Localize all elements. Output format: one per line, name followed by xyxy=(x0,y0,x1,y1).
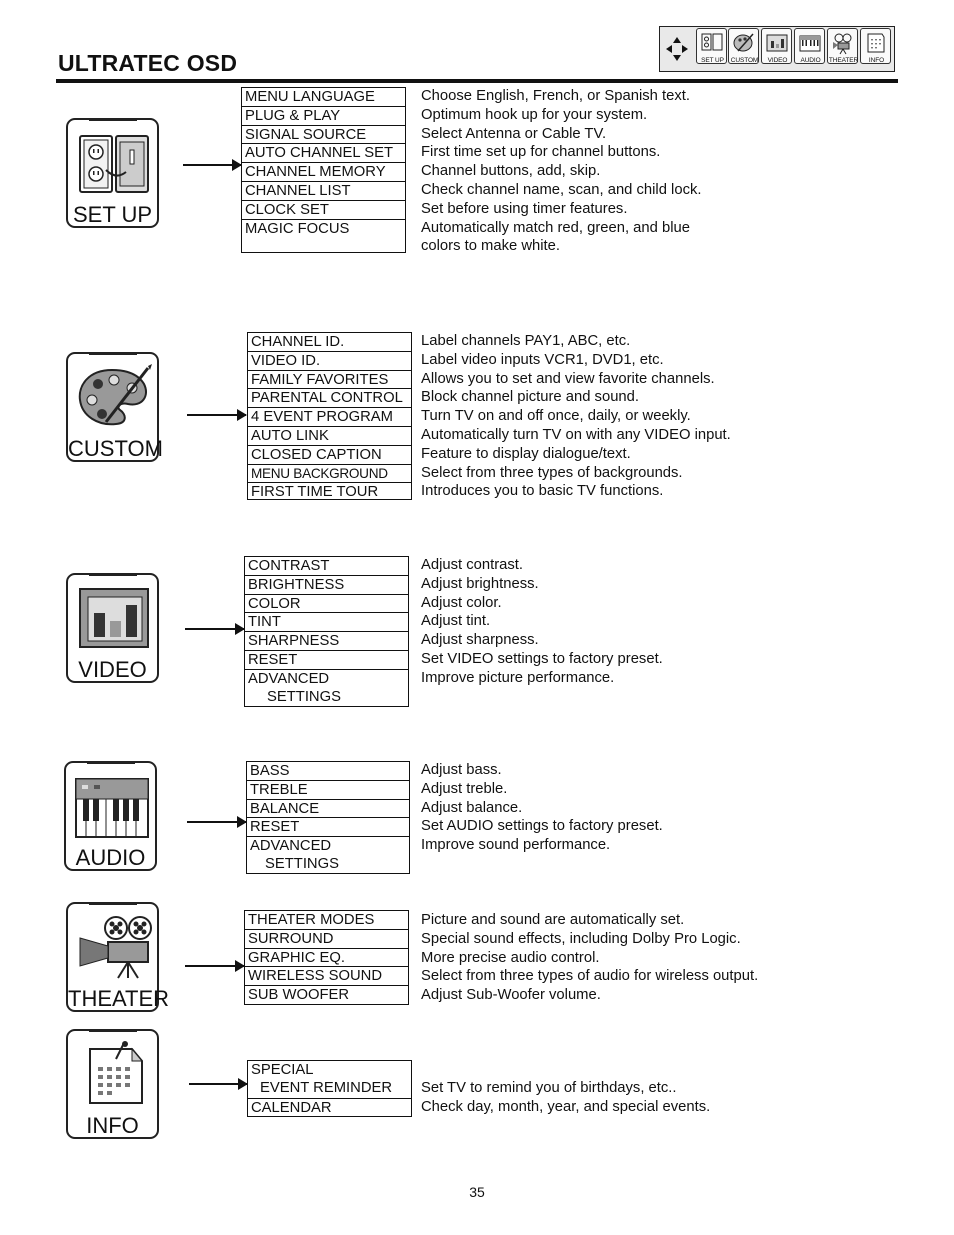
desc-color: Adjust color. xyxy=(421,594,502,611)
desc-graphic-eq: More precise audio control. xyxy=(421,949,600,966)
palette-icon xyxy=(76,364,152,430)
video-box-cap xyxy=(89,573,137,576)
desc-brightness: Adjust brightness. xyxy=(421,575,539,592)
desc-theater-modes: Picture and sound are automatically set. xyxy=(421,912,685,928)
desc-first-time-tour: Introduces you to basic TV functions. xyxy=(421,483,664,500)
menu-item-sharpness[interactable]: SHARPNESS xyxy=(245,632,408,651)
desc-channel-memory: Channel buttons, add, skip. xyxy=(421,163,601,180)
custom-label: CUSTOM xyxy=(68,436,163,461)
desc-menu-language: Choose English, French, or Spanish text. xyxy=(421,88,690,104)
video-menu xyxy=(244,556,409,707)
desc-plug-play: Optimum hook up for your system. xyxy=(421,106,648,123)
audio-menu xyxy=(246,761,410,874)
menu-item-closed-caption[interactable]: CLOSED CAPTION xyxy=(248,446,411,465)
video-icon-box[interactable] xyxy=(66,573,159,683)
menu-item-audio-reset[interactable]: RESET xyxy=(247,818,409,837)
desc-calendar: Check day, month, year, and special events. xyxy=(421,1098,711,1115)
projector-icon xyxy=(76,914,152,980)
video-icon xyxy=(76,585,152,651)
custom-box-cap xyxy=(89,352,137,355)
keyboard-icon xyxy=(74,773,150,839)
desc-audio-advanced: Improve sound performance. xyxy=(421,837,611,854)
desc-channel-id: Label channels PAY1, ABC, etc. xyxy=(421,333,631,349)
menu-item-family-favorites[interactable]: FAMILY FAVORITES xyxy=(248,371,411,390)
nav-audio-button[interactable] xyxy=(794,28,825,64)
theater-icon-box[interactable] xyxy=(66,902,170,1012)
setup-icon xyxy=(76,130,152,196)
menu-item-first-time-tour[interactable]: FIRST TIME TOUR xyxy=(251,484,379,501)
menu-item-channel-id[interactable]: CHANNEL ID. xyxy=(248,333,411,352)
menu-item-video-id[interactable]: VIDEO ID. xyxy=(248,352,411,371)
nav-video-label: VIDEO xyxy=(767,57,788,64)
audio-advanced-line-1: ADVANCED xyxy=(250,838,332,855)
menu-item-treble[interactable]: TREBLE xyxy=(247,781,409,800)
special-line-1: SPECIAL xyxy=(251,1062,314,1078)
desc-parental-control: Block channel picture and sound. xyxy=(421,389,639,406)
menu-item-color[interactable]: COLOR xyxy=(245,595,408,614)
nav-custom-button[interactable] xyxy=(728,28,759,64)
desc-magic-focus-1: Automatically match red, green, and blue xyxy=(421,219,690,236)
setup-descriptions xyxy=(421,87,701,256)
notepad-icon xyxy=(864,31,888,55)
desc-channel-list: Check channel name, scan, and child lock. xyxy=(421,181,702,198)
video-icon xyxy=(765,31,789,55)
advanced-line-2: SETTINGS xyxy=(267,688,341,705)
menu-item-audio-advanced-settings[interactable] xyxy=(247,837,409,875)
desc-closed-caption: Feature to display dialogue/text. xyxy=(421,445,631,462)
desc-magic-focus-2: colors to make white. xyxy=(421,238,560,255)
menu-item-menu-language[interactable]: MENU LANGUAGE xyxy=(242,88,405,107)
menu-item-special-event-reminder[interactable] xyxy=(248,1061,411,1099)
nav-setup-button[interactable] xyxy=(696,28,727,64)
info-menu xyxy=(247,1060,412,1117)
audio-label: AUDIO xyxy=(75,845,146,870)
desc-sub-woofer: Adjust Sub-Woofer volume. xyxy=(421,987,601,1004)
menu-item-4-event-program[interactable]: 4 EVENT PROGRAM xyxy=(248,408,411,427)
projector-icon xyxy=(831,31,855,55)
menu-item-plug-play[interactable]: PLUG & PLAY xyxy=(242,107,405,126)
custom-icon-box[interactable] xyxy=(66,352,163,462)
video-descriptions xyxy=(421,556,663,688)
menu-item-reset[interactable]: RESET xyxy=(245,651,408,670)
setup-icon-box[interactable] xyxy=(66,118,159,228)
desc-advanced: Improve picture performance. xyxy=(421,669,615,686)
audio-arrow xyxy=(187,821,246,823)
menu-item-channel-memory[interactable]: CHANNEL MEMORY xyxy=(242,163,405,182)
desc-surround: Special sound effects, including Dolby Pro Logic. xyxy=(421,930,741,947)
menu-item-surround[interactable]: SURROUND xyxy=(245,930,408,949)
special-line-2: EVENT REMINDER xyxy=(260,1080,393,1096)
theater-menu xyxy=(244,910,409,1005)
advanced-line-1: ADVANCED xyxy=(248,670,330,687)
desc-sharpness: Adjust sharpness. xyxy=(421,632,539,649)
menu-item-bass[interactable]: BASS xyxy=(247,762,409,781)
setup-menu xyxy=(241,87,406,253)
menu-item-menu-background[interactable]: MENU BACKGROUND xyxy=(248,465,411,484)
menu-item-channel-list[interactable]: CHANNEL LIST xyxy=(242,182,405,201)
desc-4-event-program: Turn TV on and off once, daily, or weekly. xyxy=(421,408,691,425)
audio-icon-box[interactable] xyxy=(64,761,157,871)
custom-arrow xyxy=(187,414,246,416)
setup-arrow xyxy=(183,164,241,166)
video-arrow xyxy=(185,628,244,630)
desc-auto-link: Automatically turn TV on with any VIDEO input. xyxy=(421,426,731,443)
info-arrow xyxy=(189,1083,247,1085)
desc-family-favorites: Allows you to set and view favorite channels. xyxy=(421,370,715,387)
direction-arrows-icon xyxy=(664,35,690,63)
custom-descriptions xyxy=(421,332,731,501)
menu-item-brightness[interactable]: BRIGHTNESS xyxy=(245,576,408,595)
setup-icon xyxy=(700,31,724,55)
nav-info-label: INFO xyxy=(868,57,885,64)
desc-contrast: Adjust contrast. xyxy=(421,557,523,573)
audio-box-cap xyxy=(87,761,135,764)
desc-auto-channel-set: First time set up for channel buttons. xyxy=(421,144,661,161)
setup-label: SET UP xyxy=(72,202,153,227)
menu-item-clock-set[interactable]: CLOCK SET xyxy=(242,201,405,220)
desc-audio-reset: Set AUDIO settings to factory preset. xyxy=(421,818,663,835)
info-descriptions xyxy=(421,1079,710,1117)
theater-box-cap xyxy=(89,902,137,905)
menu-item-theater-modes[interactable]: THEATER MODES xyxy=(245,911,408,930)
menu-item-contrast[interactable]: CONTRAST xyxy=(245,557,408,576)
desc-balance: Adjust balance. xyxy=(421,799,523,816)
osd-nav-strip xyxy=(659,26,895,72)
nav-custom-label: CUSTOM xyxy=(730,57,759,64)
menu-item-parental-control[interactable]: PARENTAL CONTROL xyxy=(248,389,411,408)
video-label: VIDEO xyxy=(78,657,147,682)
menu-item-signal-source[interactable]: SIGNAL SOURCE xyxy=(242,126,405,145)
info-box-cap xyxy=(89,1029,137,1032)
setup-box-cap xyxy=(89,118,137,121)
menu-item-auto-link[interactable]: AUTO LINK xyxy=(248,427,411,446)
menu-item-magic-focus[interactable]: MAGIC FOCUS xyxy=(245,220,350,237)
menu-item-tint[interactable]: TINT xyxy=(245,613,408,632)
info-label: INFO xyxy=(86,1113,139,1138)
nav-setup-label: SET UP xyxy=(701,57,724,64)
menu-item-wireless-sound[interactable]: WIRELESS SOUND xyxy=(245,967,408,986)
nav-info-button[interactable] xyxy=(860,28,891,64)
menu-item-advanced-settings[interactable] xyxy=(245,670,408,708)
desc-clock-set: Set before using timer features. xyxy=(421,200,628,217)
nav-theater-button[interactable] xyxy=(827,28,858,64)
palette-icon xyxy=(732,31,756,55)
desc-wireless-sound: Select from three types of audio for wireless output. xyxy=(421,968,759,985)
desc-menu-background: Select from three types of backgrounds. xyxy=(421,464,683,481)
nav-audio-label: AUDIO xyxy=(800,57,821,64)
menu-item-auto-channel-set[interactable]: AUTO CHANNEL SET xyxy=(242,144,405,163)
nav-theater-label: THEATER xyxy=(828,57,859,64)
theater-descriptions xyxy=(421,911,758,1005)
audio-descriptions xyxy=(421,761,663,855)
desc-signal-source: Select Antenna or Cable TV. xyxy=(421,125,607,142)
desc-special-event-reminder: Set TV to remind you of birthdays, etc.. xyxy=(421,1080,677,1096)
desc-tint: Adjust tint. xyxy=(421,613,491,630)
desc-reset: Set VIDEO settings to factory preset. xyxy=(421,650,663,667)
audio-advanced-line-2: SETTINGS xyxy=(265,856,339,873)
menu-item-balance[interactable]: BALANCE xyxy=(247,800,409,819)
custom-menu xyxy=(247,332,412,500)
theater-arrow xyxy=(185,965,244,967)
page-number: 35 xyxy=(469,1184,485,1200)
info-icon-box[interactable] xyxy=(66,1029,159,1139)
notepad-icon xyxy=(76,1041,152,1107)
theater-label: THEATER xyxy=(68,986,170,1011)
menu-item-calendar[interactable]: CALENDAR xyxy=(251,1099,332,1116)
desc-bass: Adjust bass. xyxy=(421,762,502,778)
desc-treble: Adjust treble. xyxy=(421,780,508,797)
nav-video-button[interactable] xyxy=(761,28,792,64)
menu-item-graphic-eq[interactable]: GRAPHIC EQ. xyxy=(245,949,408,968)
desc-video-id: Label video inputs VCR1, DVD1, etc. xyxy=(421,351,664,368)
keyboard-icon xyxy=(798,31,822,55)
title-rule xyxy=(56,79,898,83)
menu-item-sub-woofer[interactable]: SUB WOOFER xyxy=(248,987,350,1004)
page-title: ULTRATEC OSD xyxy=(58,50,238,76)
